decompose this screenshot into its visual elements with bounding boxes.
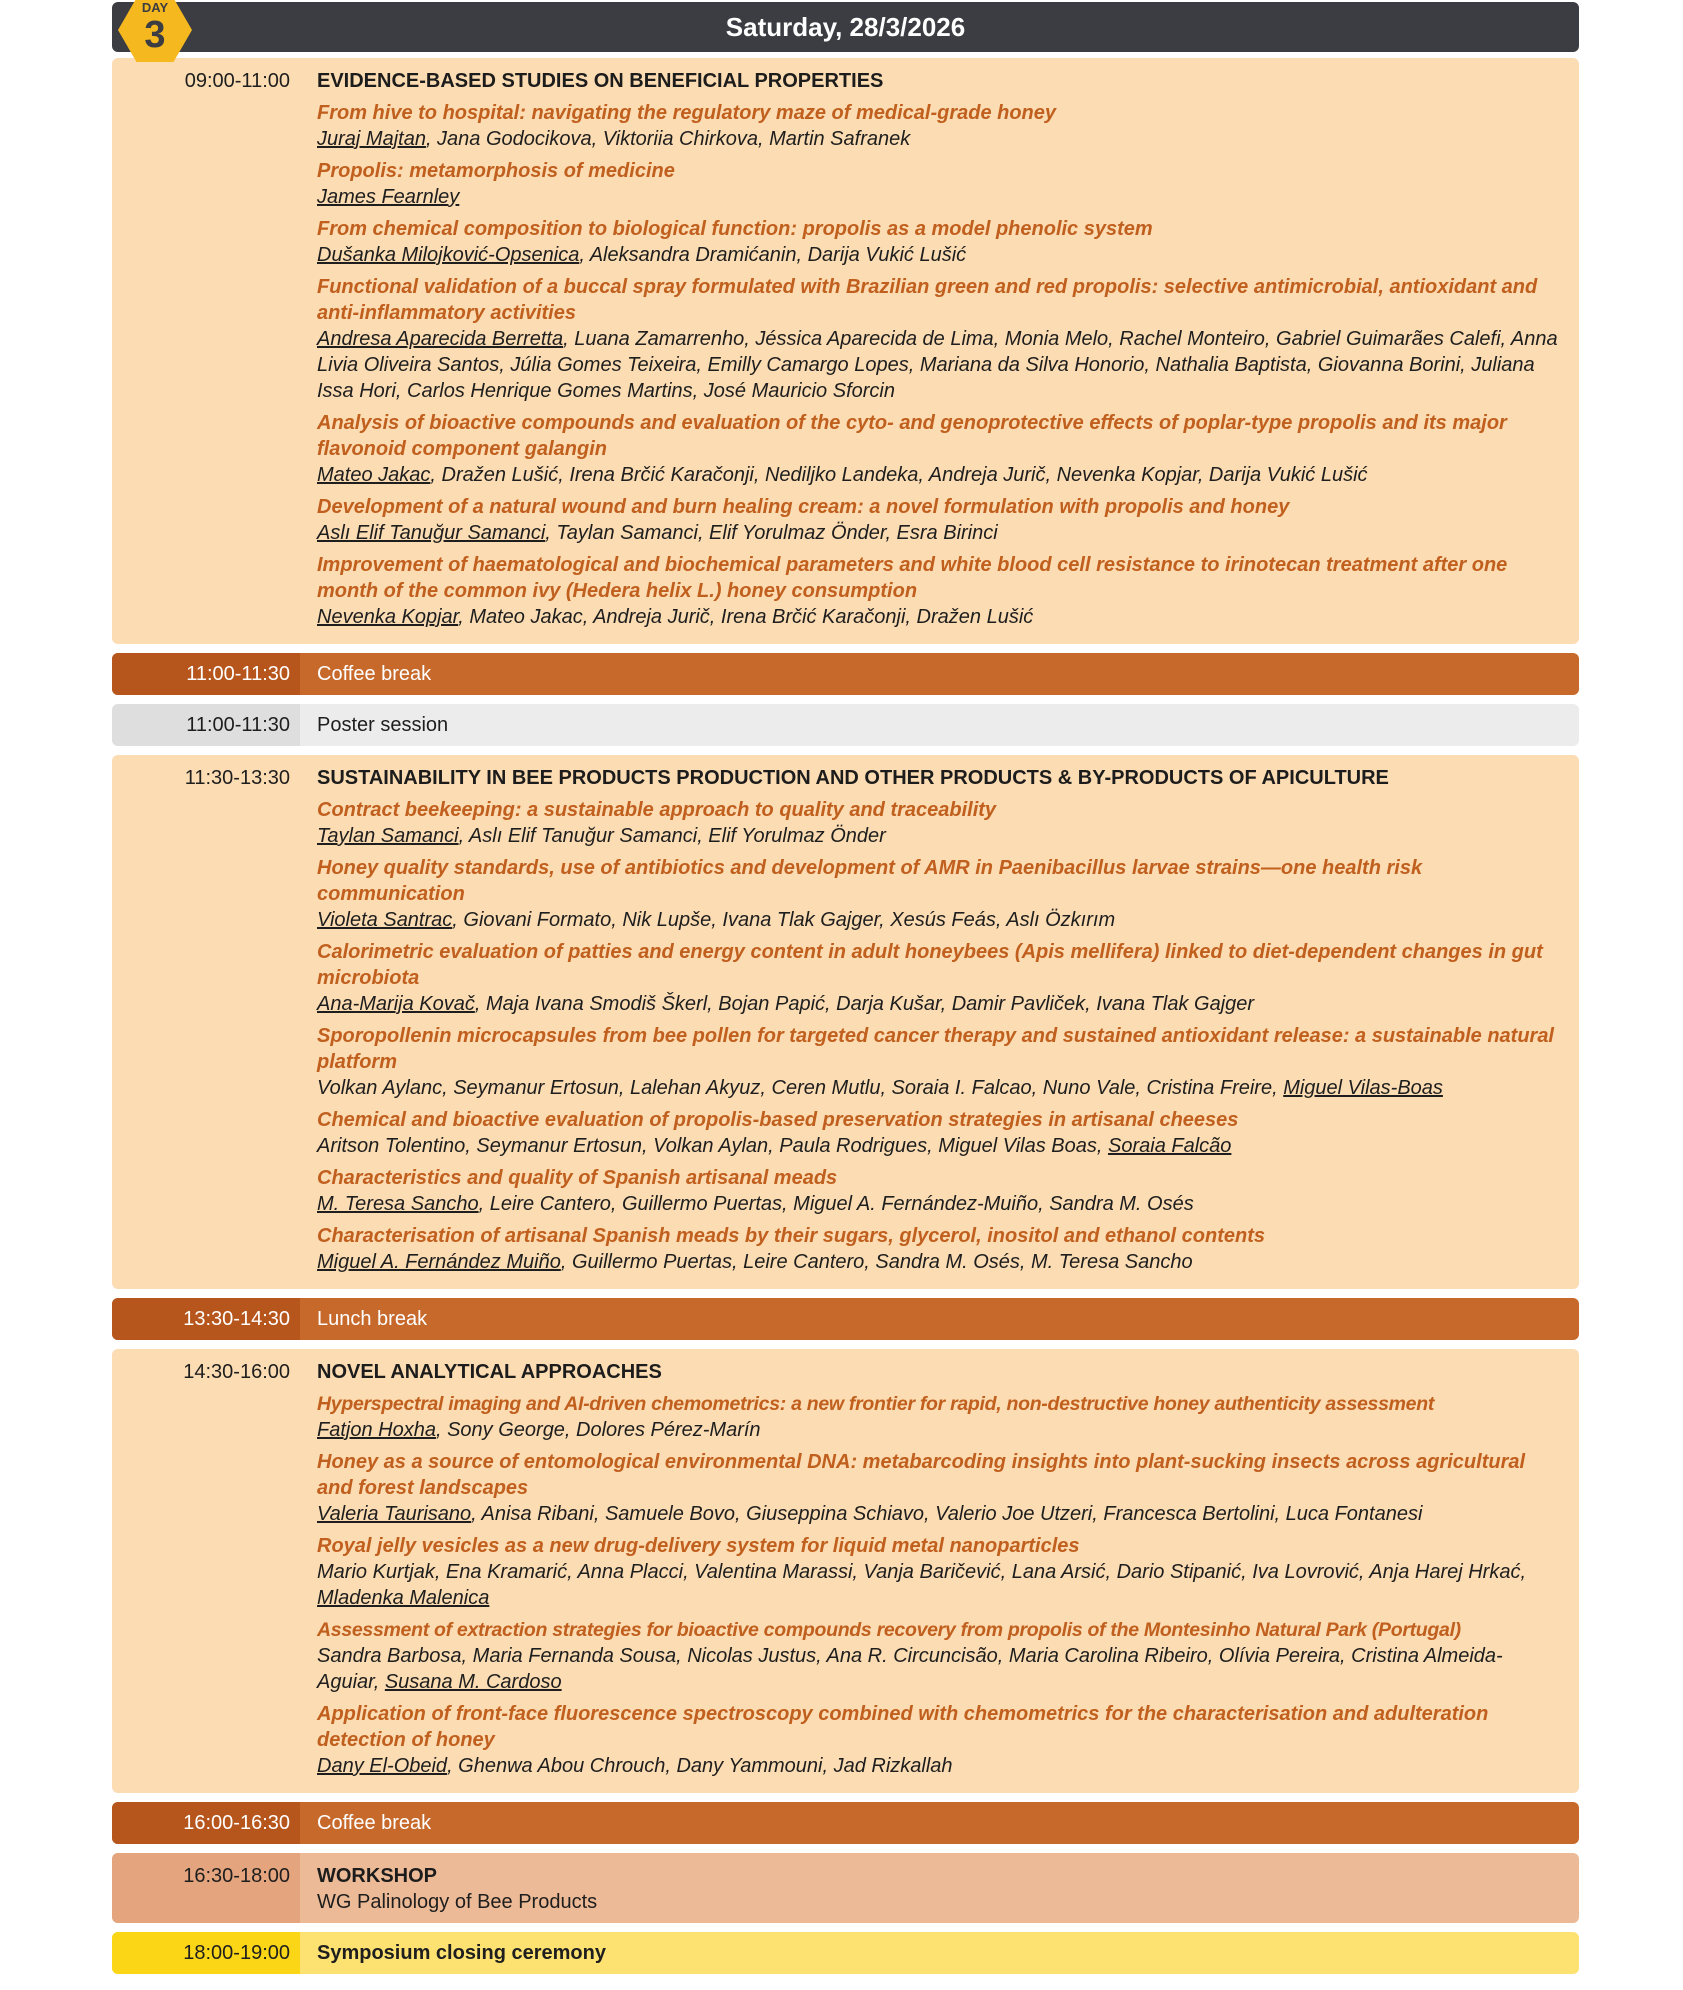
presenting-author: James Fearnley <box>317 186 460 208</box>
co-authors: , Mateo Jakac, Andreja Jurič, Irena Brčić Karačonji, Dražen Lušić <box>458 606 1034 628</box>
presenting-author: Dušanka Milojković-Opsenica <box>317 244 580 266</box>
talk-item <box>317 216 1559 268</box>
talk-item <box>317 1617 1559 1695</box>
talk-title: Application of front-face fluorescence spectroscopy combined with chemometrics for the characterisation and adulteration detection of honey <box>317 1703 1489 1751</box>
talk-item <box>317 1165 1559 1217</box>
day-program <box>112 2 1579 1983</box>
talk-title: From hive to hospital: navigating the regulatory maze of medical-grade honey <box>317 102 1057 124</box>
time-slot: 11:00-11:30 <box>112 653 300 695</box>
closing-label: Symposium closing ceremony <box>317 1942 606 1964</box>
presenting-author: Aslı Elif Tanuğur Samanci <box>317 522 546 544</box>
talk-title: Contract beekeeping: a sustainable approach to quality and traceability <box>317 799 997 821</box>
talk-item <box>317 274 1559 404</box>
talk-authors <box>317 126 1559 152</box>
talk-title: Chemical and bioactive evaluation of propolis-based preservation strategies in artisanal cheeses <box>317 1109 1239 1131</box>
session-title: EVIDENCE-BASED STUDIES ON BENEFICIAL PROPERTIES <box>317 70 884 92</box>
talk-item <box>317 797 1559 849</box>
co-authors: Aritson Tolentino, Seymanur Ertosun, Volkan Aylan, Paula Rodrigues, Miguel Vilas Boas, <box>317 1135 1108 1157</box>
co-authors: , Leire Cantero, Guillermo Puertas, Miguel A. Fernández-Muiño, Sandra M. Osés <box>478 1193 1194 1215</box>
co-authors: , Aleksandra Dramićanin, Darija Vukić Lušić <box>579 244 967 266</box>
talk-title: Functional validation of a buccal spray formulated with Brazilian green and red propolis: selective antimicrobial, antioxidant and anti-inflammatory activities <box>317 276 1538 324</box>
presenting-author: Dany El-Obeid <box>317 1755 448 1777</box>
time-slot: 16:00-16:30 <box>112 1802 300 1844</box>
talk-authors <box>317 823 1559 849</box>
talk-list <box>317 1391 1559 1779</box>
talk-item <box>317 1107 1559 1159</box>
talk-authors <box>317 1559 1559 1611</box>
talk-authors <box>317 1501 1559 1527</box>
break-label: Lunch break <box>317 1308 428 1330</box>
talk-item <box>317 158 1559 210</box>
talk-item <box>317 1701 1559 1779</box>
talk-title: Characteristics and quality of Spanish artisanal meads <box>317 1167 838 1189</box>
time-slot: 11:30-13:30 <box>184 767 290 789</box>
talk-authors <box>317 1191 1559 1217</box>
session-title: SUSTAINABILITY IN BEE PRODUCTS PRODUCTION AND OTHER PRODUCTS & BY-PRODUCTS OF APICULTURE <box>317 767 1389 789</box>
co-authors: , Anisa Ribani, Samuele Bovo, Giuseppina Schiavo, Valerio Joe Utzeri, Francesca Bertolini, Luca Fontanesi <box>471 1503 1423 1525</box>
break-label: Coffee break <box>317 663 432 685</box>
talk-title: Propolis: metamorphosis of medicine <box>317 160 675 182</box>
talk-authors <box>317 991 1559 1017</box>
talk-list <box>317 797 1559 1275</box>
session-block <box>112 755 1579 1289</box>
talk-title: Sporopollenin microcapsules from bee pollen for targeted cancer therapy and sustained antioxidant release: a sustainable natural platform <box>317 1025 1554 1073</box>
talk-authors <box>317 604 1559 630</box>
poster-session-row <box>112 704 1579 746</box>
day-label: DAY <box>141 0 169 15</box>
talk-authors <box>317 1417 1559 1443</box>
co-authors: , Giovani Formato, Nik Lupše, Ivana Tlak Gajger, Xesús Feás, Aslı Özkırım <box>452 909 1116 931</box>
talk-authors <box>317 1643 1559 1695</box>
time-slot: 16:30-18:00 <box>112 1853 300 1923</box>
talk-list <box>317 100 1559 630</box>
session-block <box>112 58 1579 644</box>
session-block <box>112 1349 1579 1793</box>
time-slot: 18:00-19:00 <box>112 1932 300 1974</box>
talk-title: Improvement of haematological and biochemical parameters and white blood cell resistance to irinotecan treatment after one month of the common ivy (Hedera helix L.) honey consumption <box>317 554 1508 602</box>
presenting-author: Ana-Marija Kovač <box>317 993 475 1015</box>
presenting-author: Nevenka Kopjar <box>317 606 459 628</box>
talk-item <box>317 494 1559 546</box>
talk-title: Honey quality standards, use of antibiotics and development of AMR in Paenibacillus larvae strains—one health risk communication <box>317 857 1423 905</box>
co-authors: , Maja Ivana Smodiš Škerl, Bojan Papić, Darja Kušar, Damir Pavliček, Ivana Tlak Gajger <box>474 993 1255 1015</box>
presenting-author: Taylan Samanci <box>317 825 459 847</box>
talk-authors <box>317 907 1559 933</box>
presenting-author: Miguel A. Fernández Muiño <box>317 1251 561 1273</box>
closing-ceremony-row <box>112 1932 1579 1974</box>
time-slot: 14:30-16:00 <box>183 1361 290 1383</box>
co-authors: Sandra Barbosa, Maria Fernanda Sousa, Nicolas Justus, Ana R. Circuncisão, Maria Carolina Ribeiro, Olívia Pereira, Cristina Almeida-Aguiar, <box>317 1645 1503 1693</box>
co-authors: , Guillermo Puertas, Leire Cantero, Sandra M. Osés, M. Teresa Sancho <box>560 1251 1193 1273</box>
talk-authors <box>317 184 1559 210</box>
talk-title: Honey as a source of entomological environmental DNA: metabarcoding insights into plant-sucking insects across agricultural and forest landscapes <box>317 1451 1526 1499</box>
co-authors: , Dražen Lušić, Irena Brčić Karačonji, Nediljko Landeka, Andreja Jurič, Nevenka Kopjar, Darija Vukić Lušić <box>430 464 1368 486</box>
presenting-author: Andresa Aparecida Berretta <box>317 328 564 350</box>
co-authors: , Taylan Samanci, Elif Yorulmaz Önder, Esra Birinci <box>545 522 998 544</box>
workshop-subtitle: WG Palinology of Bee Products <box>317 1891 598 1913</box>
co-authors: , Ghenwa Abou Chrouch, Dany Yammouni, Jad Rizkallah <box>447 1755 953 1777</box>
talk-item <box>317 939 1559 1017</box>
presenting-author: Miguel Vilas-Boas <box>1283 1077 1443 1099</box>
co-authors: , Sony George, Dolores Pérez-Marín <box>435 1419 761 1441</box>
talk-authors <box>317 1133 1559 1159</box>
talk-title: From chemical composition to biological function: propolis as a model phenolic system <box>317 218 1153 240</box>
talk-title: Hyperspectral imaging and AI-driven chemometrics: a new frontier for rapid, non-destructive honey authenticity assessment <box>317 1393 1435 1415</box>
presenting-author: M. Teresa Sancho <box>317 1193 479 1215</box>
coffee-break-row <box>112 1802 1579 1844</box>
talk-item <box>317 1391 1559 1443</box>
co-authors: , Jana Godocikova, Viktoriia Chirkova, Martin Safranek <box>425 128 911 150</box>
talk-title: Analysis of bioactive compounds and evaluation of the cyto- and genoprotective effects of poplar-type propolis and its major flavonoid component galangin <box>317 412 1507 460</box>
day-date: Saturday, 28/3/2026 <box>725 12 966 42</box>
session-title: NOVEL ANALYTICAL APPROACHES <box>317 1361 662 1383</box>
presenting-author: Soraia Falcão <box>1108 1135 1232 1157</box>
talk-title: Royal jelly vesicles as a new drug-delivery system for liquid metal nanoparticles <box>317 1535 1080 1557</box>
coffee-break-row <box>112 653 1579 695</box>
talk-title: Development of a natural wound and burn healing cream: a novel formulation with propolis and honey <box>317 496 1290 518</box>
presenting-author: Violeta Santrac <box>317 909 453 931</box>
presenting-author: Mateo Jakac <box>317 464 431 486</box>
talk-item <box>317 1023 1559 1101</box>
workshop-row <box>112 1853 1579 1923</box>
talk-item <box>317 410 1559 488</box>
co-authors: Mario Kurtjak, Ena Kramarić, Anna Placci, Valentina Marassi, Vanja Baričević, Lana Arsić, Dario Stipanić, Iva Lovrović, Anja Harej Hrkać, <box>317 1561 1527 1583</box>
talk-title: Calorimetric evaluation of patties and energy content in adult honeybees (Apis mellifera) linked to diet-dependent changes in gut microbiota <box>317 941 1543 989</box>
co-authors: Volkan Aylanc, Seymanur Ertosun, Lalehan Akyuz, Ceren Mutlu, Soraia I. Falcao, Nuno Vale, Cristina Freire, <box>317 1077 1284 1099</box>
day-header <box>112 0 1579 56</box>
time-slot: 13:30-14:30 <box>112 1298 300 1340</box>
talk-item <box>317 1449 1559 1527</box>
talk-authors <box>317 242 1559 268</box>
talk-item <box>317 100 1559 152</box>
presenting-author: Fatjon Hoxha <box>317 1419 436 1441</box>
presenting-author: Susana M. Cardoso <box>384 1671 562 1693</box>
talk-authors <box>317 1249 1559 1275</box>
talk-title: Characterisation of artisanal Spanish meads by their sugars, glycerol, inositol and ethanol contents <box>317 1225 1266 1247</box>
talk-item <box>317 552 1559 630</box>
break-label: Coffee break <box>317 1812 432 1834</box>
talk-authors <box>317 520 1559 546</box>
co-authors: , Aslı Elif Tanuğur Samanci, Elif Yorulmaz Önder <box>458 825 886 847</box>
talk-authors <box>317 326 1559 404</box>
presenting-author: Mladenka Malenica <box>317 1587 490 1609</box>
workshop-title: WORKSHOP <box>317 1865 437 1887</box>
talk-authors <box>317 1753 1559 1779</box>
talk-item <box>317 1223 1559 1275</box>
day-badge <box>118 0 192 62</box>
day-number: 3 <box>144 14 166 56</box>
co-authors: , Luana Zamarrenho, Jéssica Aparecida de Lima, Monia Melo, Rachel Monteiro, Gabriel Guimarães Calefi, Anna Livia Oliveira Santos, Júlia Gomes Teixeira, Emilly Camargo Lopes, Mariana da Silva Honorio, Nathalia Baptista, Giovanna Borini, Juliana Issa Hori, Carlos Henrique Gomes Martins, José Mauricio Sforcin <box>317 328 1558 402</box>
talk-authors <box>317 462 1559 488</box>
lunch-break-row <box>112 1298 1579 1340</box>
talk-item <box>317 855 1559 933</box>
time-slot: 09:00-11:00 <box>184 70 290 92</box>
presenting-author: Valeria Taurisano <box>317 1503 472 1525</box>
talk-authors <box>317 1075 1559 1101</box>
talk-title: Assessment of extraction strategies for bioactive compounds recovery from propolis of the Montesinho Natural Park (Portugal) <box>317 1619 1461 1641</box>
time-slot: 11:00-11:30 <box>112 704 300 746</box>
talk-item <box>317 1533 1559 1611</box>
poster-label: Poster session <box>317 714 449 736</box>
presenting-author: Juraj Majtan <box>317 128 426 150</box>
